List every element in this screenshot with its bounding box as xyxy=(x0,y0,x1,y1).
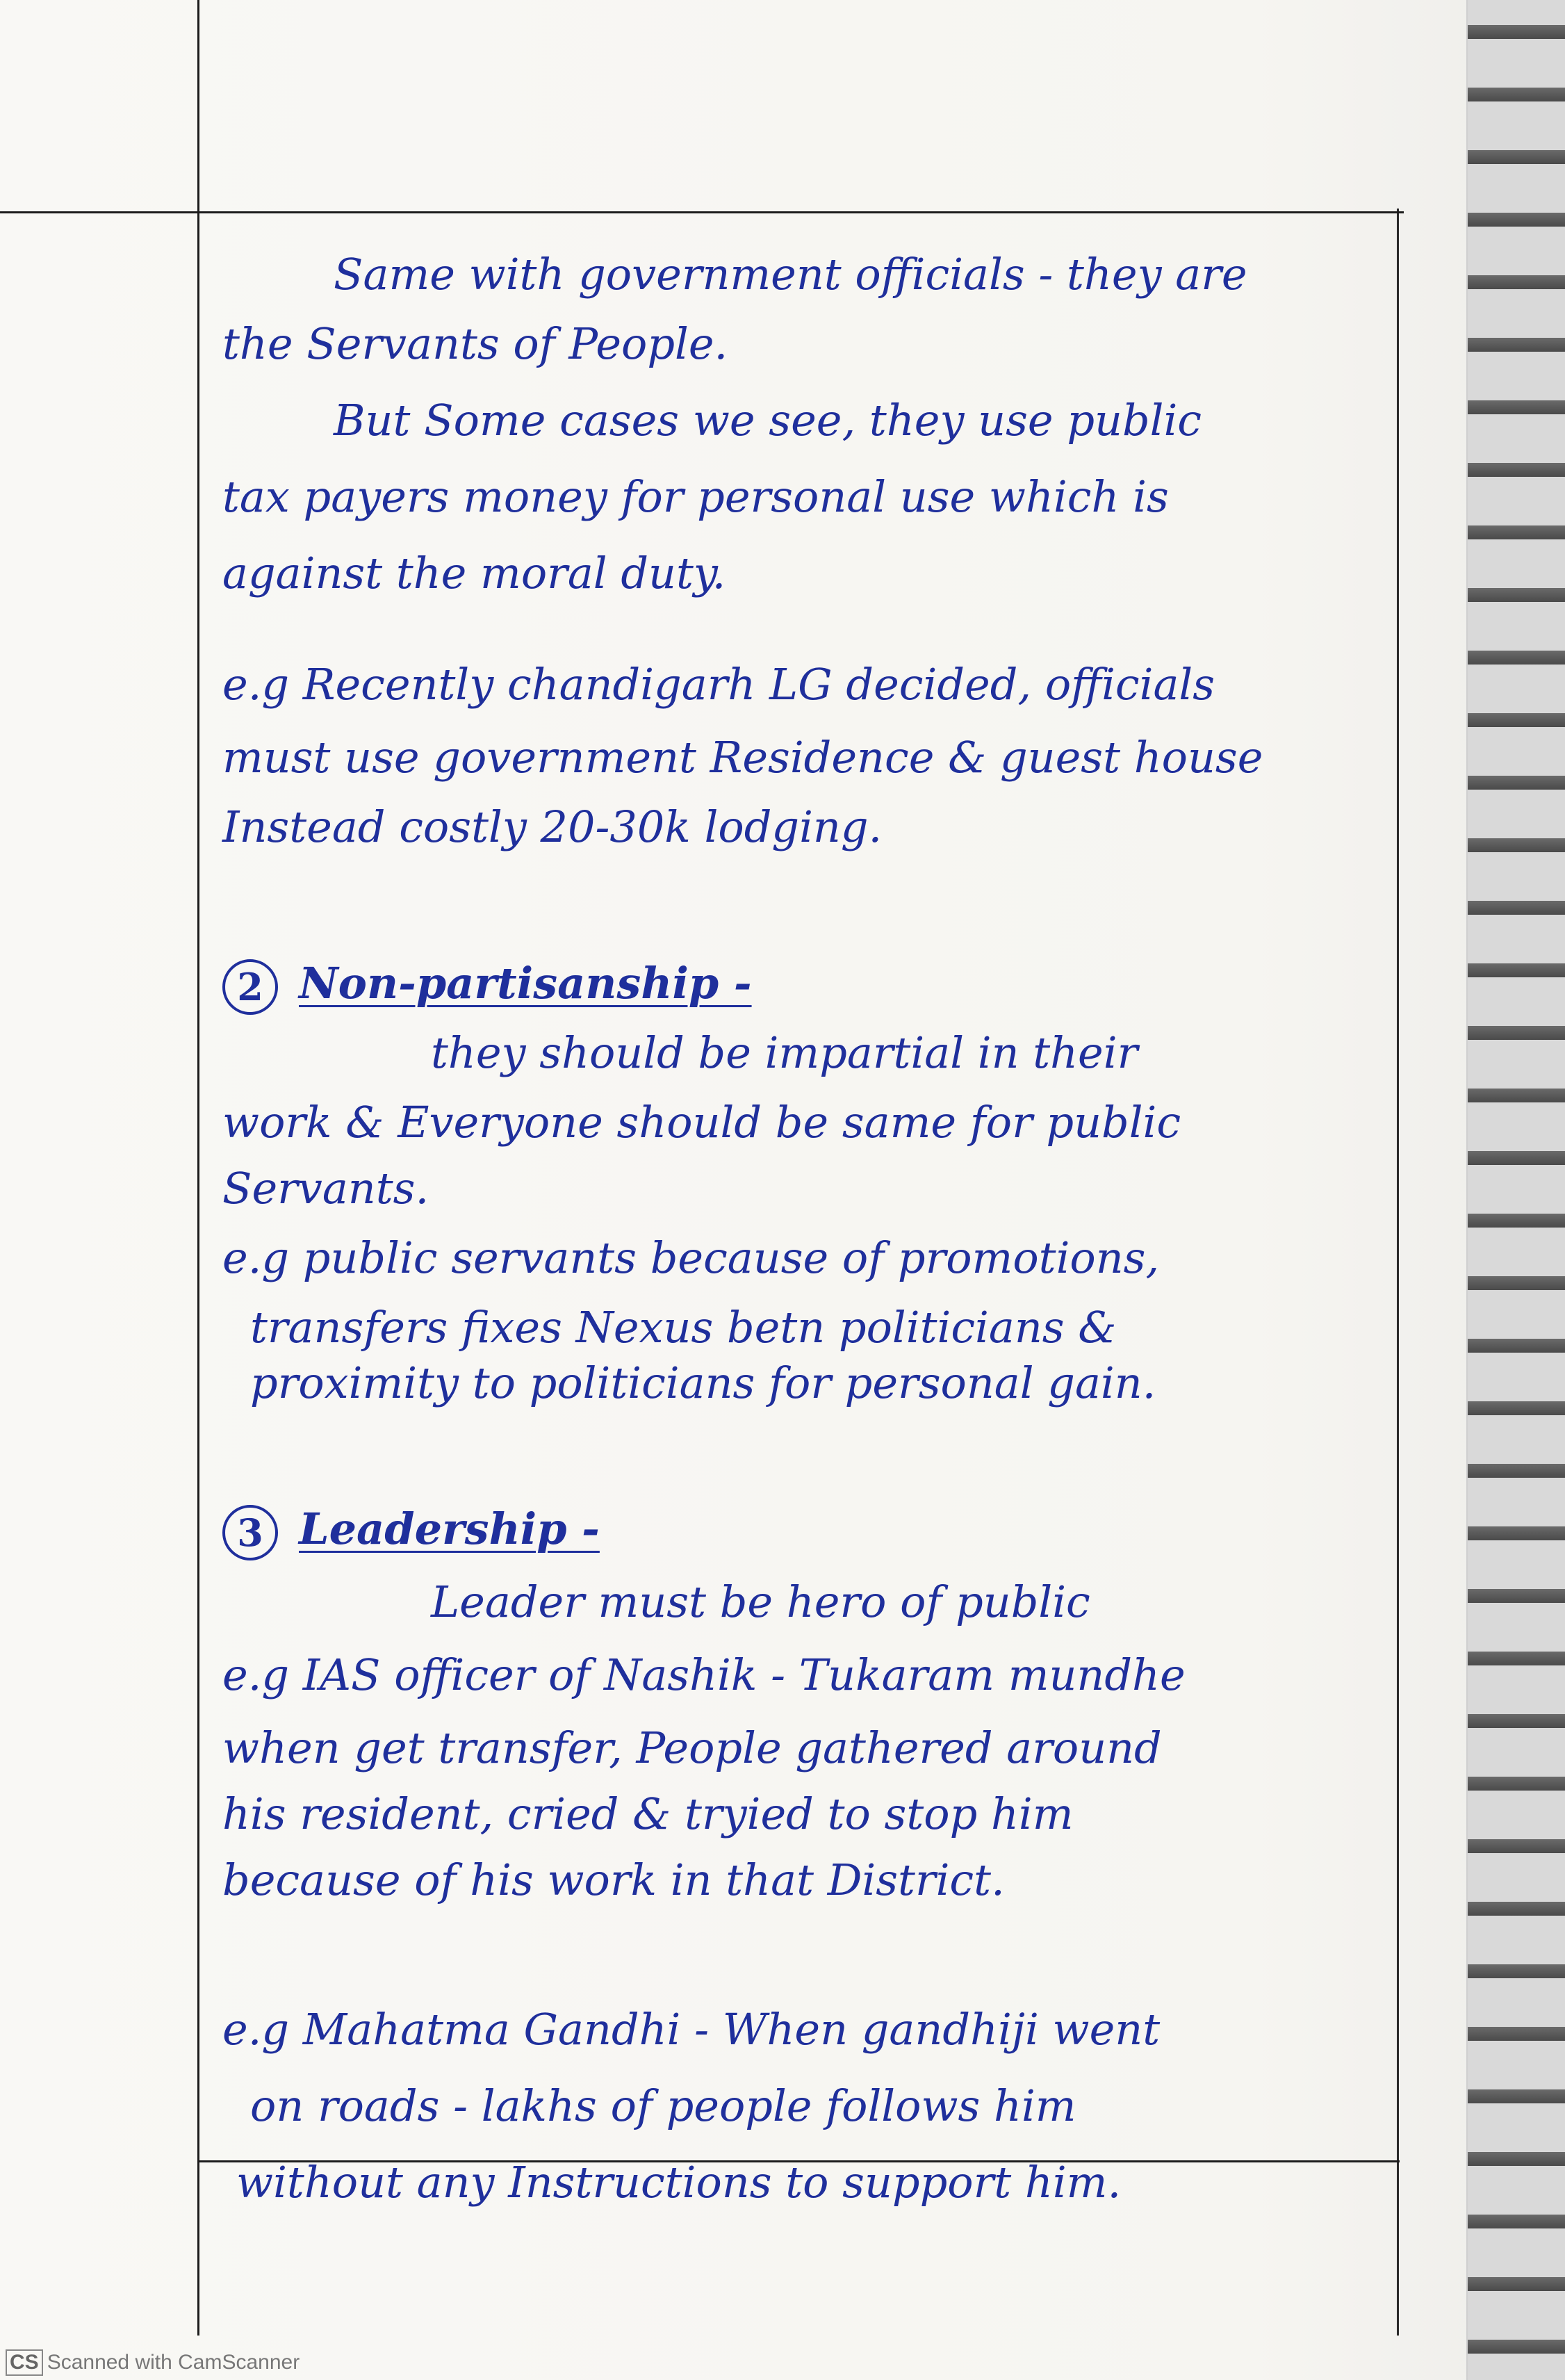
note-line-6: e.g Recently chandigarh LG decided, officials xyxy=(222,659,1215,710)
watermark-text: Scanned with CamScanner xyxy=(47,2351,300,2374)
camscanner-logo: CS xyxy=(6,2349,43,2376)
note-line-11: work & Everyone should be same for public xyxy=(222,1097,1181,1148)
note-line-17: Leader must be hero of public xyxy=(431,1576,1090,1627)
section-number-2: 2 xyxy=(222,959,278,1015)
section-number-3: 3 xyxy=(222,1505,278,1560)
note-line-24: without any Instructions to support him. xyxy=(236,2157,1122,2208)
section-heading-leadership xyxy=(222,1501,1390,1560)
spiral-binding xyxy=(1466,0,1565,2380)
note-line-18: e.g IAS officer of Nashik - Tukaram mundhe xyxy=(222,1649,1186,1700)
camscanner-watermark xyxy=(6,2349,300,2376)
heading-text: Non-partisanship - xyxy=(299,958,752,1009)
note-line-8: Instead costly 20-30k lodging. xyxy=(222,801,883,852)
note-line-5: against the moral duty. xyxy=(222,548,726,598)
note-line-14: transfers fixes Nexus betn politicians & xyxy=(250,1302,1117,1353)
right-margin-line xyxy=(1397,209,1399,2336)
note-line-23: on roads - lakhs of people follows him xyxy=(250,2080,1076,2131)
note-line-22: e.g Mahatma Gandhi - When gandhiji went xyxy=(222,2004,1161,2055)
note-line-10: they should be impartial in their xyxy=(431,1027,1138,1078)
heading-text: Leadership - xyxy=(299,1503,600,1554)
note-line-12: Servants. xyxy=(222,1163,429,1214)
note-line-13: e.g public servants because of promotions, xyxy=(222,1232,1160,1283)
note-line-21: because of his work in that District. xyxy=(222,1855,1005,1905)
note-line-3: But Some cases we see, they use public xyxy=(334,395,1202,446)
note-line-2: the Servants of People. xyxy=(222,318,728,369)
note-line-7: must use government Residence & guest house xyxy=(222,732,1263,783)
note-line-20: his resident, cried & tryied to stop him xyxy=(222,1788,1074,1839)
top-rule xyxy=(0,211,1404,213)
note-line-4: tax payers money for personal use which is xyxy=(222,471,1169,522)
section-heading-non-partisanship xyxy=(222,956,1390,1015)
note-line-15: proximity to politicians for personal gain. xyxy=(250,1358,1156,1408)
note-line-1: Same with government officials - they are xyxy=(334,249,1247,300)
note-line-19: when get transfer, People gathered around xyxy=(222,1722,1162,1773)
margin-line xyxy=(197,0,199,2336)
